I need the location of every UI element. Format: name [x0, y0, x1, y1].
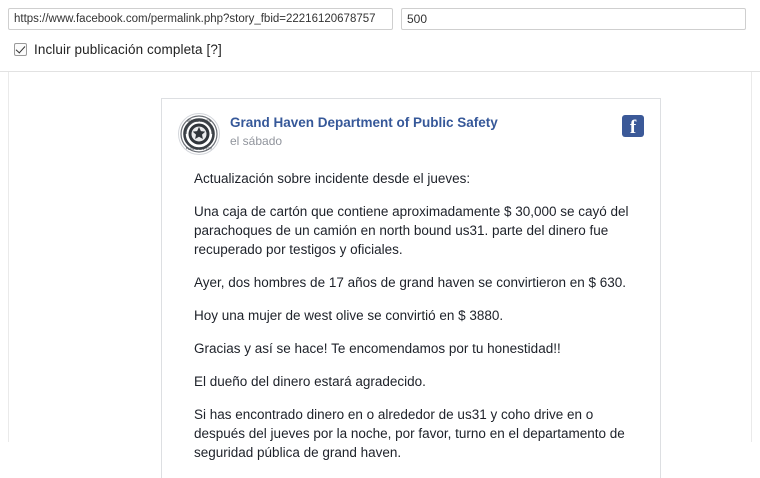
post-timestamp[interactable]: el sábado: [230, 134, 283, 148]
post-paragraph: Ayer, dos hombres de 17 años de grand haven se convirtieron en $ 630.: [194, 275, 627, 290]
facebook-logo-glyph: f: [629, 117, 637, 138]
checkbox-checked-icon[interactable]: [14, 43, 27, 56]
svg-text:PUBLIC SAFETY: PUBLIC SAFETY: [185, 147, 213, 152]
post-paragraph: Si has encontrado dinero en o alrededor de us31 y coho drive en o después del jueves por la noche, por favor, turno en el departamento de seguridad pública de grand haven.: [194, 407, 625, 460]
post-paragraph: Hoy una mujer de west olive se convirtió en $ 3880.: [194, 308, 504, 323]
include-full-post-row[interactable]: [0, 30, 760, 57]
preview-area: [8, 72, 752, 460]
facebook-post-card: [161, 98, 661, 478]
svg-text:GRAND HAVEN: GRAND HAVEN: [186, 119, 212, 124]
police-badge-avatar-icon: [178, 113, 220, 155]
post-paragraph: Actualización sobre incidente desde el jueves:: [194, 171, 471, 186]
toolbar: [0, 0, 760, 30]
post-header-text: [230, 113, 622, 149]
post-paragraph: Una caja de cartón que contiene aproximadamente $ 30,000 se cayó del parachoques de un camión en north bound us31. parte del dinero fue recuperado por testigos y oficiales.: [194, 204, 629, 257]
width-input[interactable]: [401, 8, 746, 30]
post-paragraph: El dueño del dinero estará agradecido.: [194, 374, 426, 389]
post-header: [178, 111, 644, 165]
include-full-post-label: Incluir publicación completa [?]: [34, 42, 222, 57]
post-body: [178, 165, 644, 478]
url-input[interactable]: [8, 8, 393, 30]
facebook-logo-icon[interactable]: [622, 115, 644, 137]
post-paragraph: Gracias y así se hace! Te encomendamos por tu honestidad!!: [194, 341, 561, 356]
post-page-name[interactable]: Grand Haven Department of Public Safety: [230, 115, 498, 130]
